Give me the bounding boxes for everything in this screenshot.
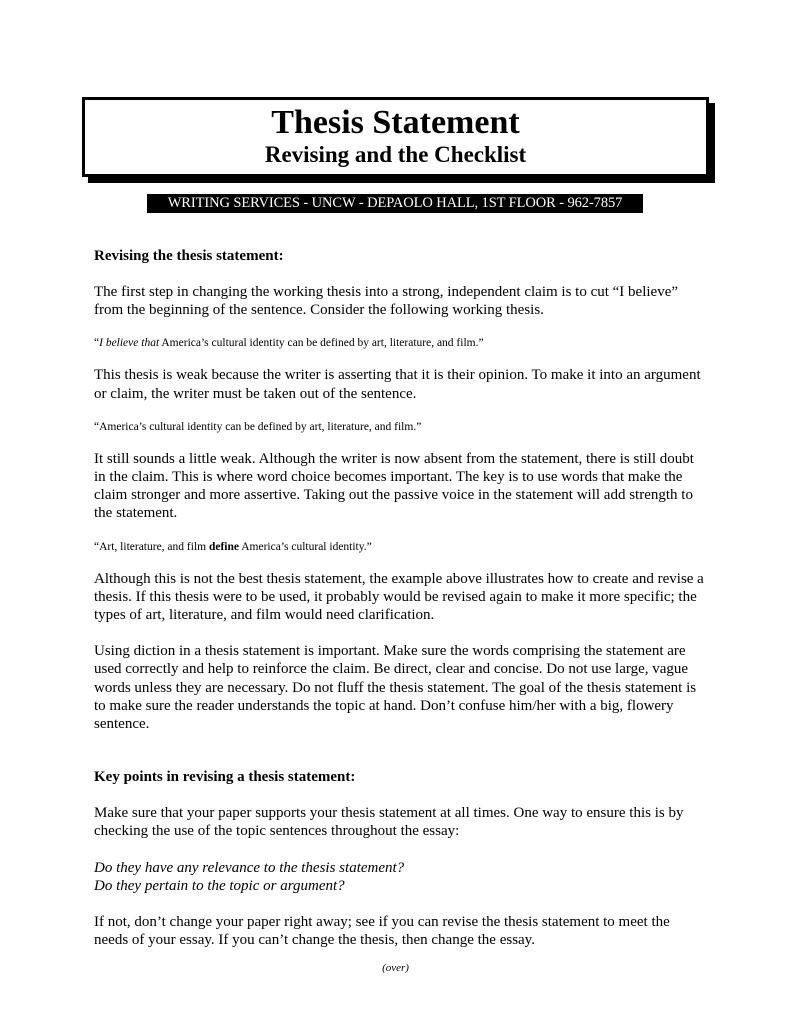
- quote-italic-phrase: I believe that: [99, 337, 160, 350]
- paragraph-support: Make sure that your paper supports your thesis statement at all times. One way to ensure this is by checking the use of the topic sentences throughout the essay:: [94, 805, 684, 840]
- quote-start: “Art, literature, and film: [94, 540, 209, 553]
- paragraph-if-not: If not, don’t change your paper right away; see if you can revise the thesis statement to meet the needs of your essay. If you can’t change the thesis, then change the essay.: [94, 914, 670, 949]
- contact-bar: WRITING SERVICES - UNCW - DEPAOLO HALL, 1ST FLOOR - 962-7857: [147, 194, 643, 213]
- question-pertain: Do they pertain to the topic or argument?: [94, 877, 345, 894]
- section-heading-revising: Revising the thesis statement:: [94, 248, 284, 264]
- title-box: [82, 97, 709, 177]
- paragraph-diction: Using diction in a thesis statement is important. Make sure the words comprising the statement are used correctly and help to reinforce the claim. Be direct, clear and concise. Do not use large, vague words unless they are necessary. Do not fluff the thesis statement. The goal of the thesis statement is to make sure the reader understands the topic at hand. Don’t confuse him/her with a big, flowery sentence.: [94, 643, 697, 733]
- page-subtitle: Revising and the Checklist: [264, 142, 527, 167]
- document-body: [94, 247, 704, 949]
- page-title: Thesis Statement: [271, 104, 520, 141]
- quote-working-thesis: [94, 336, 704, 350]
- quote-bold-word: define: [208, 540, 239, 553]
- quote-revised-thesis: “America’s cultural identity can be defined by art, literature, and film.”: [94, 420, 422, 433]
- paragraph-example: Although this is not the best thesis statement, the example above illustrates how to create and revise a thesis. If this thesis were to be used, it probably would be revised again to make it more specific; the types of art, literature, and film would need clarification.: [94, 570, 704, 624]
- footer-over: (over): [382, 962, 409, 974]
- paragraph-weak-thesis: This thesis is weak because the writer is asserting that it is their opinion. To make it into an argument or claim, the writer must be taken out of the sentence.: [94, 367, 701, 402]
- quote-rest: America’s cultural identity can be defined by art, literature, and film.”: [159, 337, 484, 350]
- quote-open-mark: “: [94, 337, 100, 350]
- quote-end: America’s cultural identity.”: [239, 540, 372, 553]
- paragraph-still-weak: It still sounds a little weak. Although the writer is now absent from the statement, there is still doubt in the claim. This is where word choice becomes important. The key is to use words that make the claim stronger and more assertive. Taking out the passive voice in the statement will add strength to the statement.: [94, 450, 694, 522]
- paragraph-intro: The first step in changing the working thesis into a strong, independent claim is to cut “I believe” from the beginning of the sentence. Consider the following working thesis.: [94, 284, 679, 319]
- quote-final-thesis: [94, 540, 704, 554]
- question-relevance: Do they have any relevance to the thesis statement?: [94, 859, 405, 876]
- section-heading-key-points: Key points in revising a thesis statement:: [94, 769, 356, 786]
